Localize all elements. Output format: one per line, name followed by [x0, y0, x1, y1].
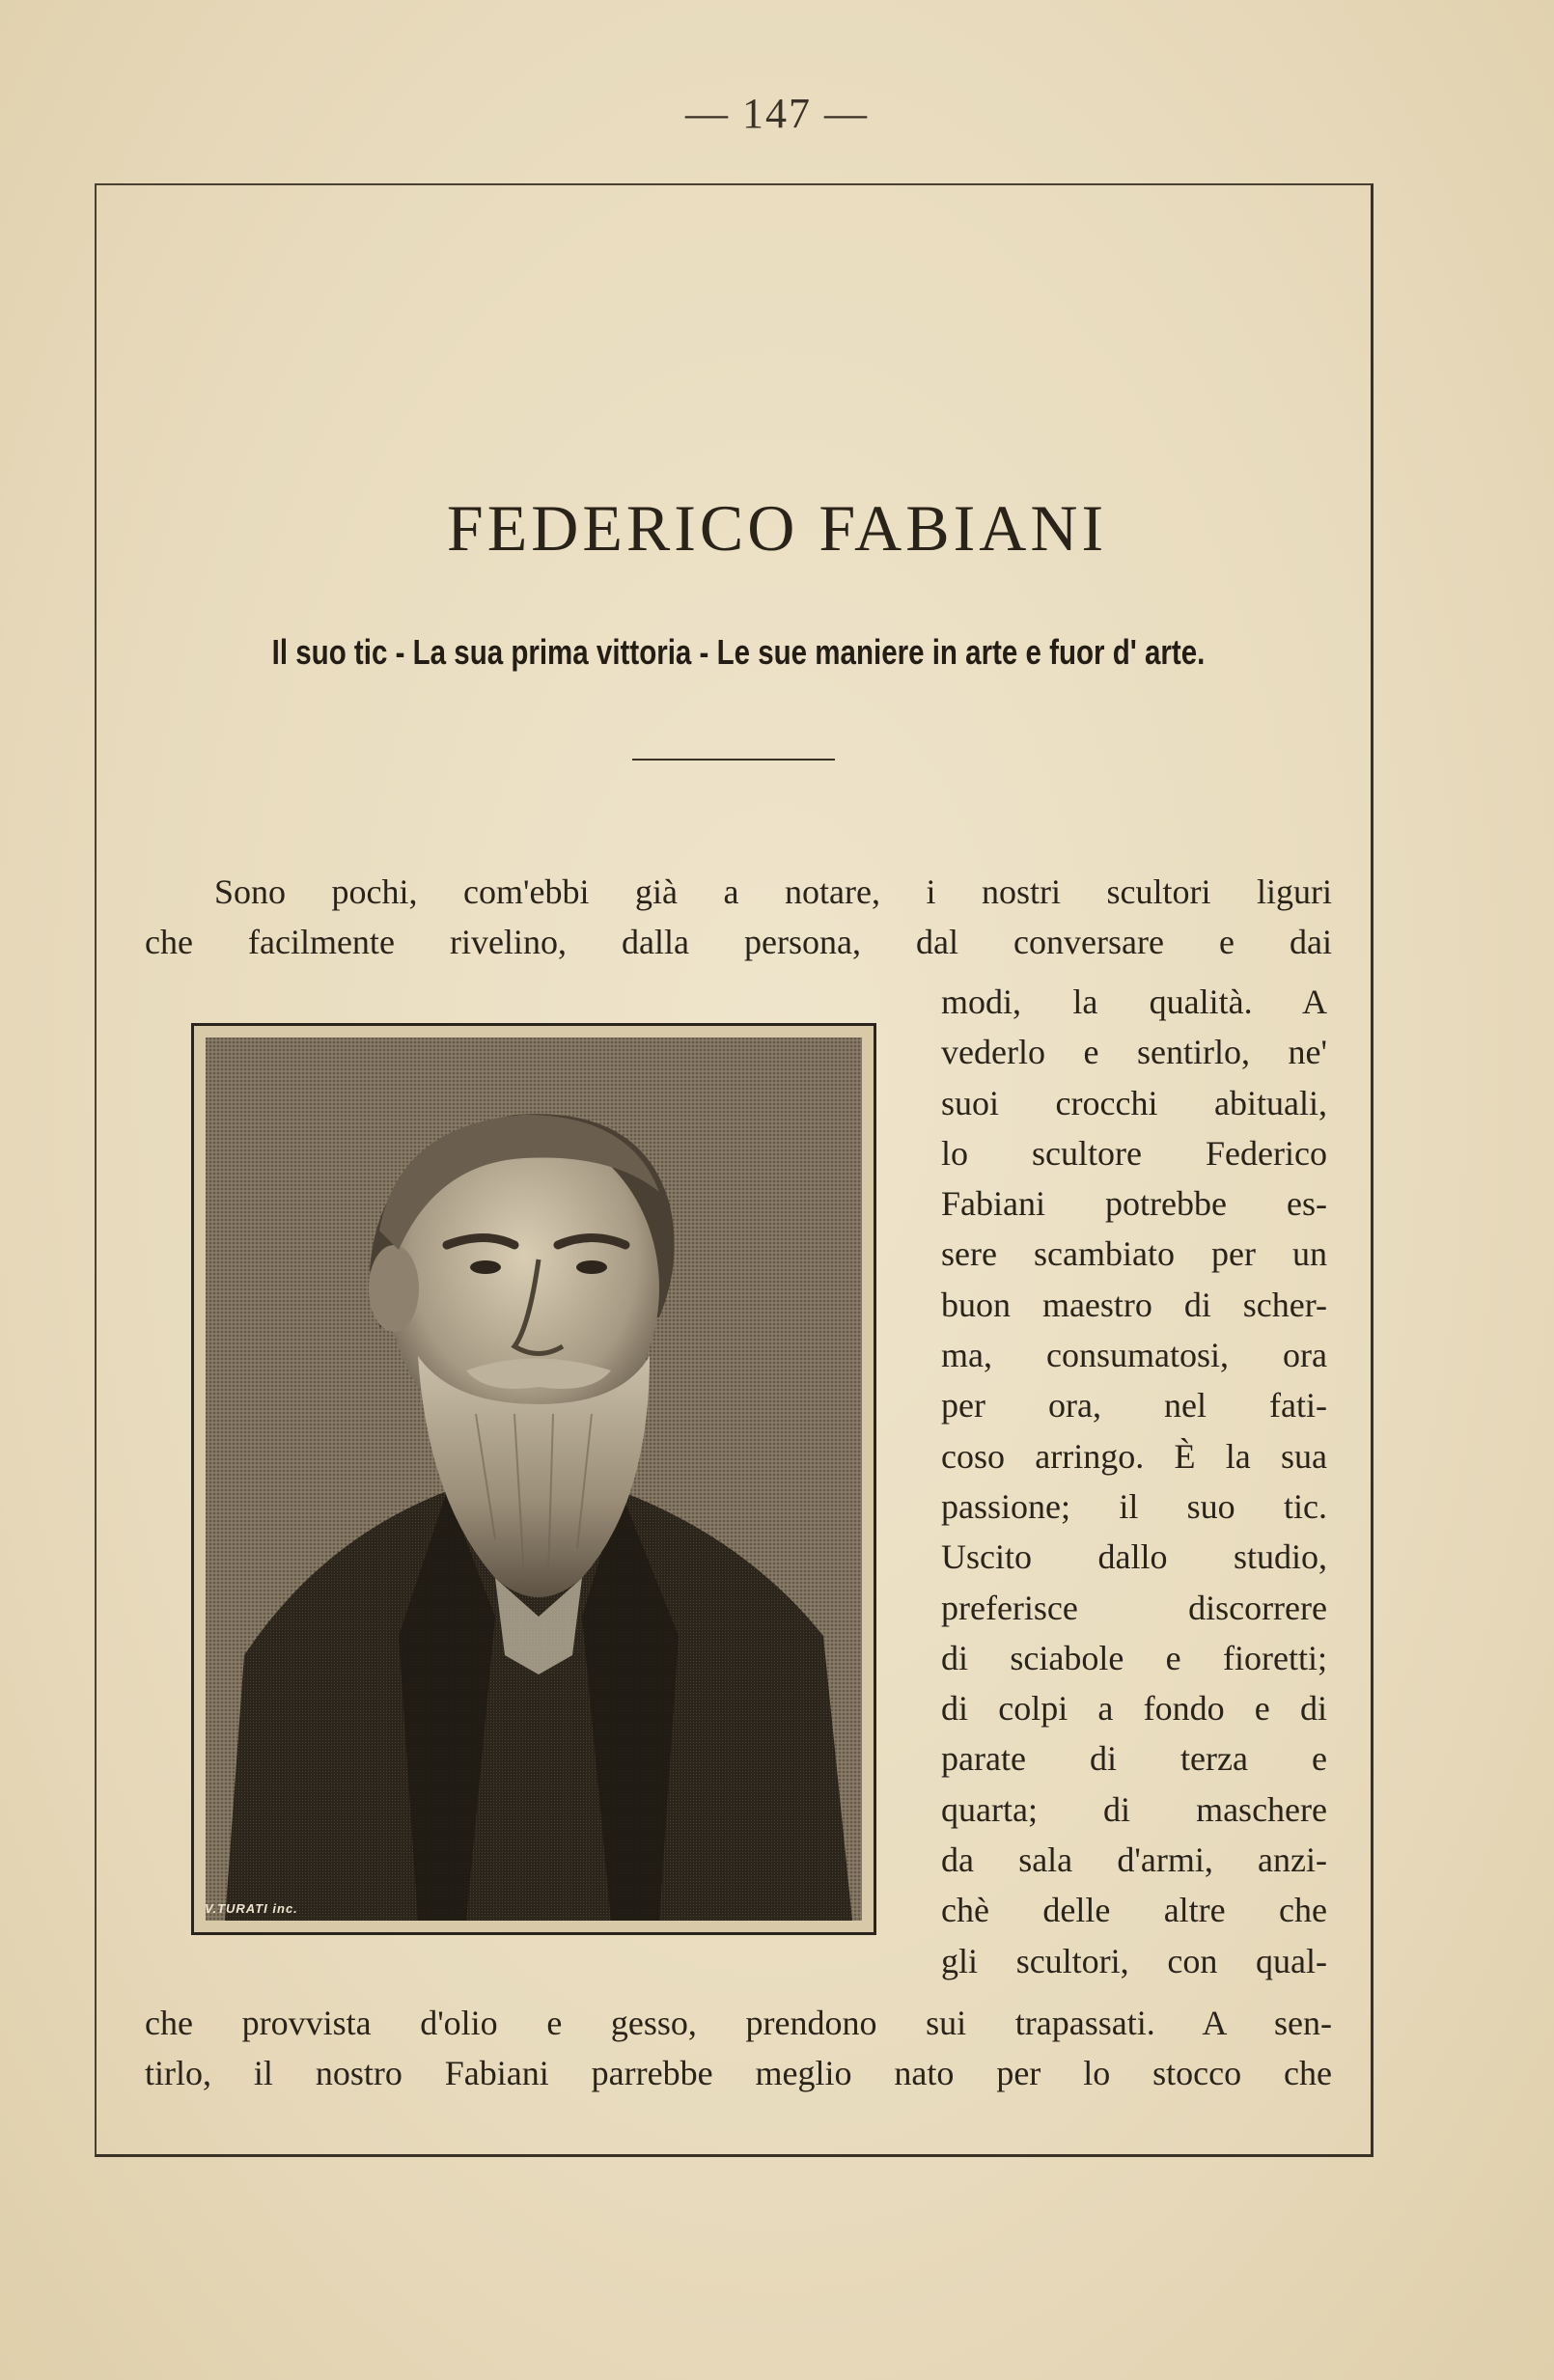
body-text-column: [941, 977, 1327, 1986]
body-line: di colpi a fondo e di: [941, 1689, 1327, 1729]
body-line: parate di terza e: [941, 1739, 1327, 1779]
engraved-portrait-icon: [206, 1038, 862, 1921]
body-line: gli scultori, con qual-: [941, 1941, 1327, 1980]
body-line: modi, la qualità. A: [941, 982, 1327, 1021]
body-line: lo scultore Federico: [941, 1133, 1327, 1173]
body-line: tirlo, il nostro Fabiani parrebbe meglio nato per lo stocco che: [145, 2054, 1332, 2092]
body-line: per ora, nel fati-: [941, 1386, 1327, 1425]
portrait-illustration: [191, 1023, 876, 1935]
article-subtitle: Il suo tic - La sua prima vittoria - Le sue maniere in arte e fuor d' arte.: [271, 632, 1206, 672]
article-title: FEDERICO FABIANI: [446, 491, 1108, 565]
body-line: buon maestro di scher-: [941, 1285, 1327, 1324]
body-line: di sciabole e fioretti;: [941, 1638, 1327, 1677]
body-line: ma, consumatosi, ora: [941, 1336, 1327, 1375]
title-divider-rule: [632, 759, 835, 761]
body-line: chè delle altre che: [941, 1891, 1327, 1930]
body-line: preferisce discorrere: [941, 1588, 1327, 1627]
body-text-top: [145, 867, 1332, 967]
body-line: che facilmente rivelino, dalla persona, dal conversare e dai: [145, 923, 1332, 961]
body-line: Sono pochi, com'ebbi già a notare, i nostri scultori liguri: [214, 872, 1332, 911]
body-line: quarta; di maschere: [941, 1789, 1327, 1829]
body-line: Uscito dallo studio,: [941, 1537, 1327, 1577]
body-line: suoi crocchi abituali,: [941, 1083, 1327, 1122]
body-line: sere scambiato per un: [941, 1234, 1327, 1274]
body-line: passione; il suo tic.: [941, 1486, 1327, 1526]
body-line: da sala d'armi, anzi-: [941, 1840, 1327, 1880]
body-line: Fabiani potrebbe es-: [941, 1184, 1327, 1224]
page-number: — 147 —: [685, 90, 869, 137]
body-line: vederlo e sentirlo, ne': [941, 1033, 1327, 1072]
body-line: coso arringo. È la sua: [941, 1436, 1327, 1476]
body-text-bottom: [145, 1998, 1332, 2098]
body-line: che provvista d'olio e gesso, prendono sui trapassati. A sen-: [145, 2004, 1332, 2042]
engraver-signature: V.TURATI inc.: [205, 1901, 298, 1916]
